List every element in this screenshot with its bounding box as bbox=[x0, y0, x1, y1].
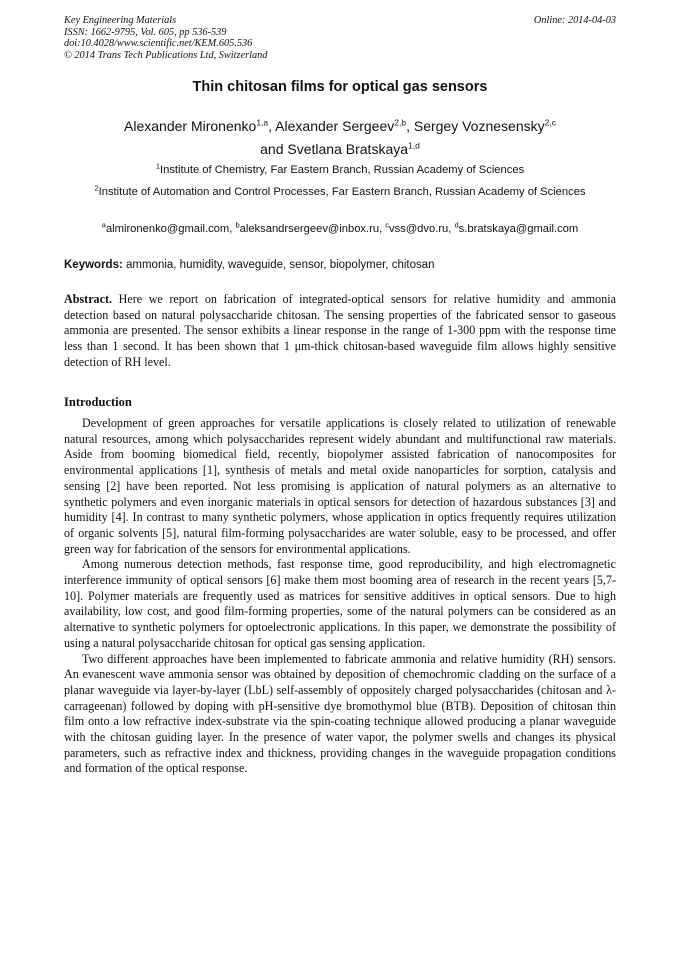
keywords-label: Keywords: bbox=[64, 259, 123, 271]
journal-doi: doi:10.4028/www.scientific.net/KEM.605.536 bbox=[64, 38, 253, 50]
email-address: aleksandrsergeev@inbox.ru, bbox=[239, 223, 383, 235]
abstract-text: Here we report on fabrication of integrated-optical sensors for relative humidity and ammonia detection based on natural polysaccharide chitosan. The sensing properties of the fabricated sensor to gaseous ammonia are presented. The sensor exhibits a linear response in the range of 1-300 ppm with the response time less than 1 second. It has been shown that 1 μm-thick chitosan-based waveguide film allows highly sensitive detection of RH level. bbox=[64, 292, 616, 369]
author-name: Sergey Voznesensky bbox=[413, 118, 545, 134]
email-mark: d bbox=[454, 220, 459, 230]
keywords-text: ammonia, humidity, waveguide, sensor, biopolymer, chitosan bbox=[126, 259, 435, 271]
email-address: almironenko@gmail.com, bbox=[105, 223, 233, 235]
author-separator: , bbox=[406, 118, 410, 134]
abstract bbox=[64, 292, 616, 371]
email-list bbox=[64, 222, 616, 237]
author-name: Alexander Sergeev bbox=[275, 118, 395, 134]
abstract-label: Abstract. bbox=[64, 292, 113, 306]
affiliation bbox=[84, 163, 596, 178]
author-name: Alexander Mironenko bbox=[124, 118, 257, 134]
journal-header bbox=[64, 15, 616, 61]
email-mark: a bbox=[101, 220, 106, 230]
paragraph: Among numerous detection methods, fast response time, good reproducibility, and high electromagnetic interference immunity of optical sensors [6] make them most booming area of research in the recent years [5,7-10]. Polymer materials are frequently used as matrices for sensitive additives in optical sensors. Due to high availability, low cost, and good film-forming properties, some of the natural polymers can be considered as an alternative to synthetic polymers for optoelectronic applications. In this paper, we demonstrate the possibility of using a natural polysaccharide chitosan for optical gas sensing application. bbox=[64, 557, 616, 650]
keywords bbox=[64, 259, 624, 271]
author-affiliation-mark: 2,c bbox=[544, 117, 556, 128]
email-address: s.bratskaya@gmail.com bbox=[458, 223, 579, 235]
author-line-2 bbox=[64, 138, 616, 161]
author-affiliation-mark: 1,a bbox=[256, 117, 269, 128]
journal-name: Key Engineering Materials bbox=[64, 15, 177, 26]
author-separator: , bbox=[268, 118, 273, 134]
author-affiliation-mark: 2,b bbox=[394, 117, 407, 128]
paper-title: Thin chitosan films for optical gas sensors bbox=[192, 79, 488, 95]
email-mark: c bbox=[385, 220, 390, 230]
journal-copyright: © 2014 Trans Tech Publications Ltd, Switzerland bbox=[64, 49, 268, 61]
author-conjunction: and bbox=[260, 141, 284, 157]
online-date: Online: 2014-04-03 bbox=[533, 15, 616, 26]
affiliation-text: Institute of Automation and Control Processes, Far Eastern Branch, Russian Academy of Sciences bbox=[98, 186, 586, 198]
affiliation-mark: 2 bbox=[94, 183, 99, 193]
section-heading-introduction: Introduction bbox=[64, 395, 132, 409]
author-name: Svetlana Bratskaya bbox=[287, 141, 409, 157]
author-affiliation-mark: 1,d bbox=[408, 140, 420, 151]
affiliation bbox=[84, 185, 596, 200]
paragraph: Two different approaches have been implemented to fabricate ammonia and relative humidity (RH) sensors. An evanescent wave ammonia sensor was obtained by deposition of chemochromic cladding on the surface of a planar waveguide via layer-by-layer (LbL) self-assembly of oppositely charged polysaccharides (chitosan and λ-carrageenan) followed by doping with pH-sensitive dye bromothymol blue (BTB). Deposition of chitosan thin film onto a low refractive index-substrate via the spin-coating technique allowed producing a planar waveguide with the chitosan guiding layer. In the presence of water vapor, the polymer swells and changes its physical parameters, such as refractive index and thickness, providing changes in the waveguide propagation conditions and formation of the optical response. bbox=[64, 651, 616, 776]
affiliation-mark: 1 bbox=[155, 161, 160, 171]
journal-issn: ISSN: 1662-9795, Vol. 605, pp 536-539 bbox=[64, 26, 227, 38]
email-address: vss@dvo.ru, bbox=[389, 223, 452, 235]
affiliation-text: Institute of Chemistry, Far Eastern Branch, Russian Academy of Sciences bbox=[160, 164, 525, 176]
author-line-1 bbox=[64, 115, 616, 138]
email-mark: b bbox=[235, 220, 240, 230]
introduction-body bbox=[64, 416, 616, 777]
author-list bbox=[64, 115, 616, 161]
paragraph: Development of green approaches for versatile applications is closely related to utilization of renewable natural resources, among which polysaccharides represent widely abundant and multifunctional raw materials. Aside from booming biomedical field, recently, biopolymer assisted fabrication of nanocomposites for environmental applications [1], synthesis of metals and metal oxide nanoparticles for sorption, catalysis and sensing [2] have been reported. Not less promising is application of natural polymers as an alternative to synthetic polymers and even inorganic materials in optical sensors for detection of hazardous substances [3] and humidity [4]. In contrast to many synthetic polymers, whose application in optics frequently requires utilization of organic solvents [5], natural film-forming polysaccharides are water soluble, easy to be processed, and offer green way for fabrication of the sensors for environmental applications. bbox=[64, 416, 616, 556]
